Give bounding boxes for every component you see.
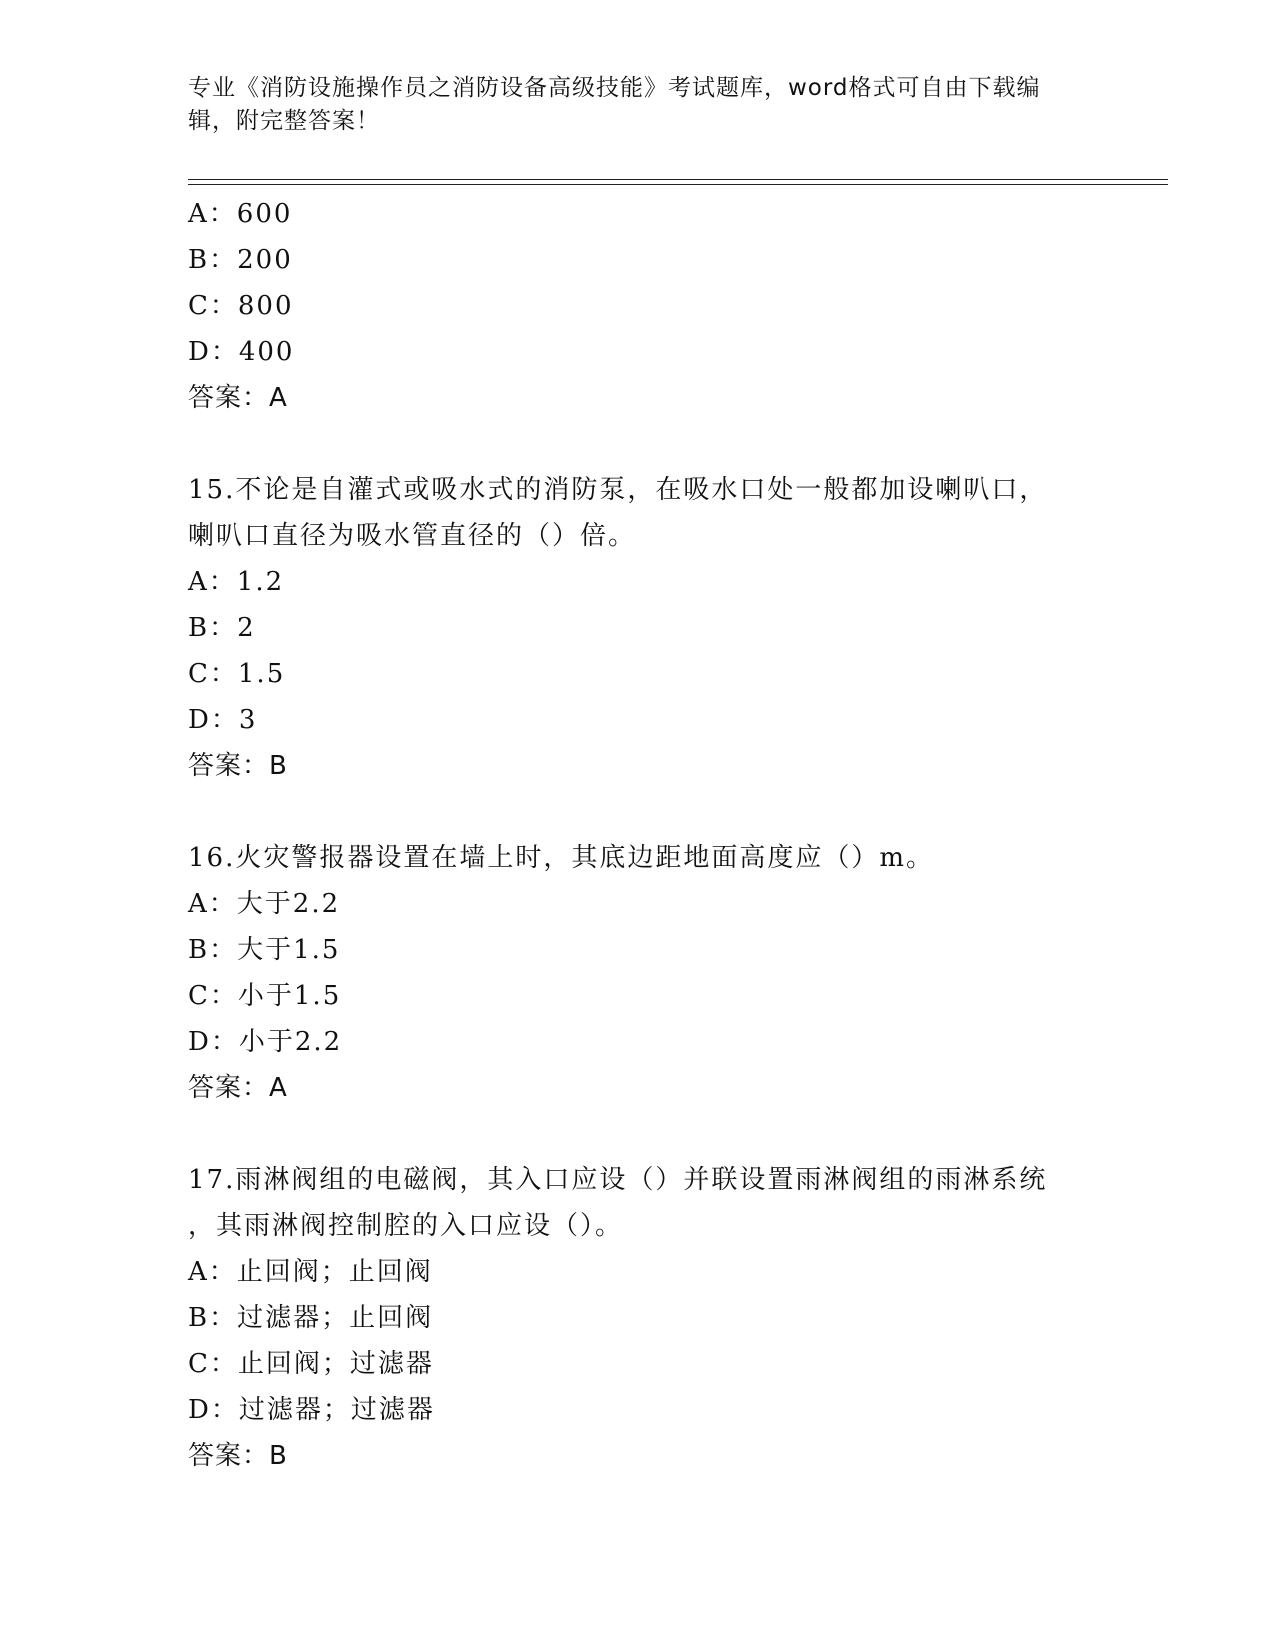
option-a: A：大于2.2 — [188, 889, 341, 919]
option-b: B：过滤器；止回阀 — [188, 1303, 434, 1333]
option-c: C：止回阀；过滤器 — [188, 1349, 434, 1379]
question-15 — [188, 467, 1088, 789]
spacer — [188, 789, 1088, 835]
question-17 — [188, 1157, 1088, 1479]
option-c: C：800 — [188, 291, 294, 321]
option-c: C：1.5 — [188, 659, 286, 689]
option-a: A：止回阀；止回阀 — [188, 1257, 433, 1287]
header-line-2: 辑，附完整答案！ — [188, 108, 380, 134]
question-16 — [188, 835, 1088, 1111]
answer: 答案：B — [188, 751, 288, 781]
header-line-1: 专业《消防设施操作员之消防设备高级技能》考试题库，word格式可自由下载编 — [188, 75, 1041, 101]
question-list — [188, 191, 1088, 1479]
option-d: D：小于2.2 — [188, 1027, 343, 1057]
question-stem-continued: 喇叭口直径为吸水管直径的（）倍。 — [188, 521, 637, 551]
answer: 答案：A — [188, 1073, 288, 1103]
question-stem: 17.雨淋阀组的电磁阀，其入口应设（）并联设置雨淋阀组的雨淋系统 — [188, 1165, 1048, 1195]
option-d: D：3 — [188, 705, 258, 735]
question-14 — [188, 191, 1088, 421]
option-a: A：1.2 — [188, 567, 285, 597]
answer: 答案：A — [188, 383, 288, 413]
spacer — [188, 421, 1088, 467]
option-b: B：2 — [188, 613, 256, 643]
question-stem: 15.不论是自灌式或吸水式的消防泵，在吸水口处一般都加设喇叭口， — [188, 475, 1048, 505]
header-rule-top — [188, 179, 1168, 180]
option-c: C：小于1.5 — [188, 981, 342, 1011]
option-a: A：600 — [188, 199, 293, 229]
answer: 答案：B — [188, 1441, 288, 1471]
spacer — [188, 1111, 1088, 1157]
option-b: B：200 — [188, 245, 293, 275]
option-b: B：大于1.5 — [188, 935, 341, 965]
option-d: D：过滤器；过滤器 — [188, 1395, 435, 1425]
question-stem: 16.火灾警报器设置在墙上时，其底边距地面高度应（）m。 — [188, 843, 935, 873]
header-rule-bottom — [188, 184, 1168, 185]
document-header — [188, 72, 1068, 138]
option-d: D：400 — [188, 337, 295, 367]
question-stem-continued: ，其雨淋阀控制腔的入口应设（）。 — [188, 1211, 624, 1241]
